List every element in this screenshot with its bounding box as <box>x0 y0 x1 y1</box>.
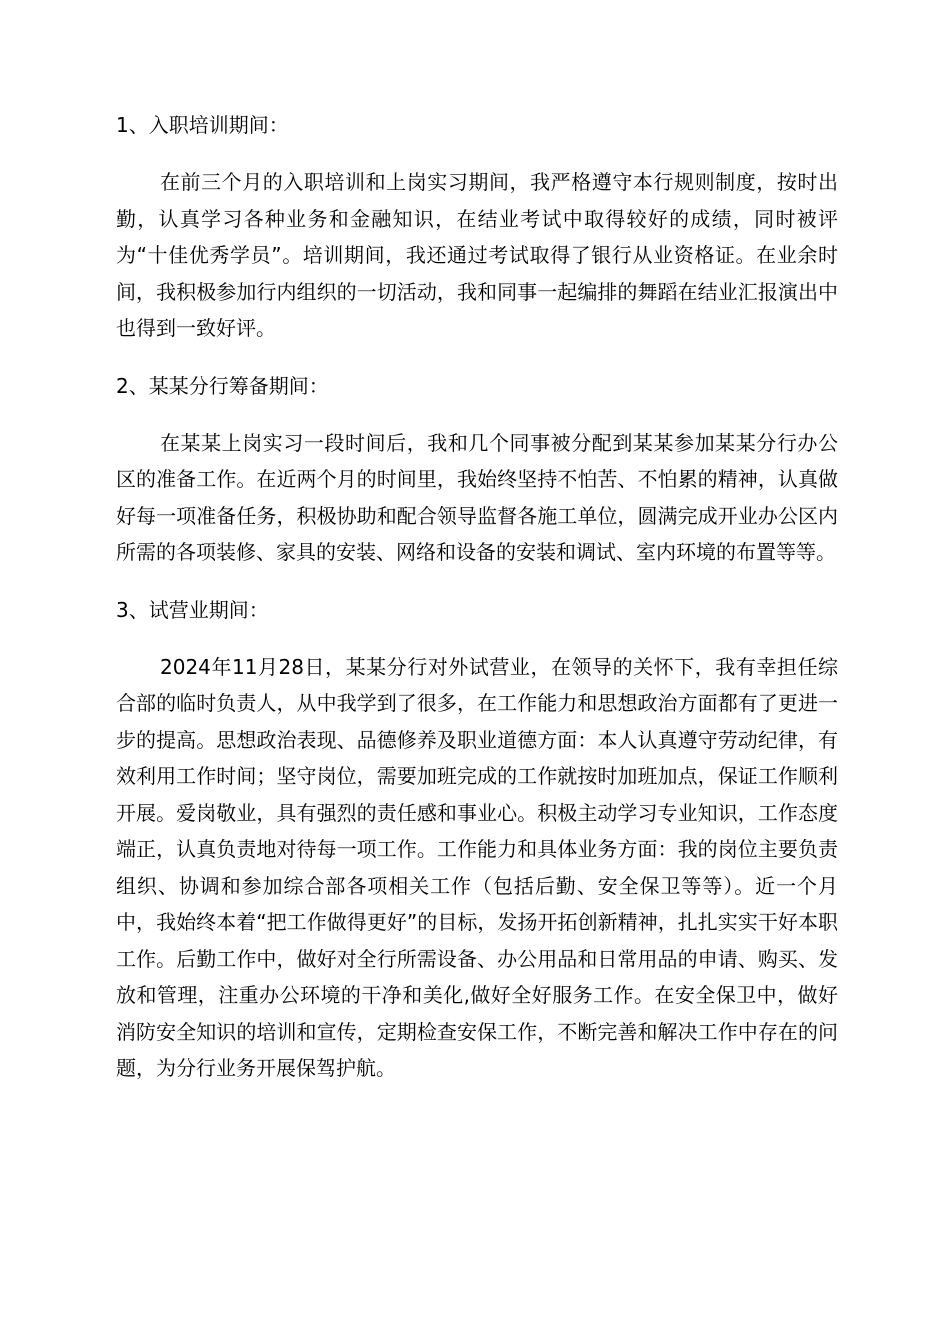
document-page <box>116 107 838 1087</box>
section-paragraph-1: 在前三个月的入职培训和上岗实习期间，我严格遵守本行规则制度，按时出勤，认真学习各种业务和金融知识，在结业考试中取得较好的成绩，同时被评为“十佳优秀学员”。培训期间，我还通过考试取得了银行从业资格证。在业余时间，我积极参加行内组织的一切活动，我和同事一起编排的舞蹈在结业汇报演出中也得到一致好评。 <box>116 170 838 340</box>
section-heading-1: 1、入职培训期间： <box>116 113 289 137</box>
section-paragraph-3: 2024年11月28日，某某分行对外试营业，在领导的关怀下，我有幸担任综合部的临时负责人，从中我学到了很多，在工作能力和思想政治方面都有了更进一步的提高。思想政治表现、品德修养及职业道德方面：本人认真遵守劳动纪律，有效利用工作时间；坚守岗位，需要加班完成的工作就按时加班加点，保证工作顺利开展。爱岗敬业，具有强烈的责任感和事业心。积极主动学习专业知识，工作态度端正，认真负责地对待每一项工作。工作能力和具体业务方面：我的岗位主要负责组织、协调和参加综合部各项相关工作（包括后勤、安全保卫等等）。近一个月中，我始终本着“把工作做得更好”的目标，发扬开拓创新精神，扎扎实实干好本职工作。后勤工作中，做好对全行所需设备、办公用品和日常用品的申请、购买、发放和管理，注重办公环境的干净和美化,做好全好服务工作。在安全保卫中，做好消防安全知识的培训和宣传，定期检查安保工作，不断完善和解决工作中存在的问题，为分行业务开展保驾护航。 <box>116 654 838 1080</box>
section-heading-2: 2、某某分行筹备期间： <box>116 373 329 398</box>
section-heading-3: 3、试营业期间： <box>116 597 269 622</box>
section-paragraph-2: 在某某上岗实习一段时间后，我和几个同事被分配到某某参加某某分行办公区的准备工作。在近两个月的时间里，我始终坚持不怕苦、不怕累的精神，认真做好每一项准备任务，积极协助和配合领导监督各施工单位，圆满完成开业办公区内所需的各项装修、家具的安装、网络和设备的安装和调试、室内环境的布置等等。 <box>116 430 838 564</box>
